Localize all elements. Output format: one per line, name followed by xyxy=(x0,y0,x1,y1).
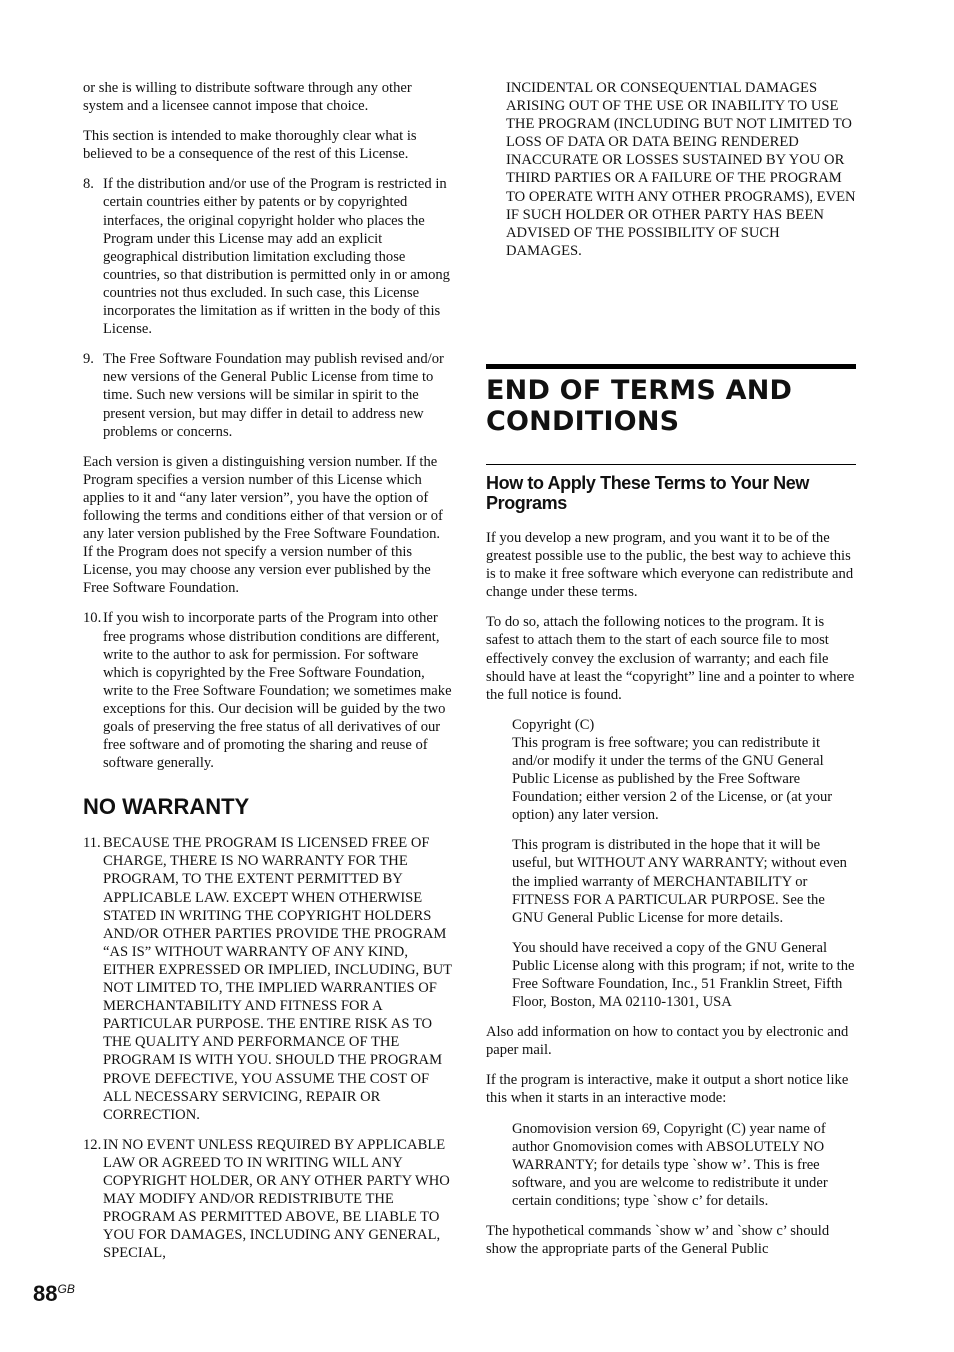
paragraph: If the program is interactive, make it output a short notice like this when it starts in an interactive mode: xyxy=(486,1072,849,1107)
notice-block xyxy=(512,716,856,1011)
list-item-11 xyxy=(83,834,453,1124)
list-text: If the distribution and/or use of the Program is restricted in certain countries either by patents or by copyrighted interfaces, the original copyright holder who places the Program under this License may add an explicit geographical distribution limitation excluding those countries, so that distribution is permitted only in or among countries not thus excluded. In such case, this License incorporates the limitation as if written in the body of this License. xyxy=(103,176,450,338)
page-number-value: 88 xyxy=(33,1281,58,1306)
heading-how-to-apply: How to Apply These Terms to Your New Programs xyxy=(486,472,809,513)
notice-copyright-line: Copyright (C) xyxy=(512,716,595,733)
right-column xyxy=(486,79,856,1270)
notice-paragraph: You should have received a copy of the GNU General Public License along with this program; if not, write to the Free Software Foundation, Inc., 51 Franklin Street, Fifth Floor, Boston, MA 02110-1301, USA xyxy=(512,939,855,1011)
heading-rule-thick xyxy=(486,364,856,369)
page-number xyxy=(33,1281,75,1307)
paragraph: Also add information on how to contact you by electronic and paper mail. xyxy=(486,1024,849,1059)
list-number: 9. xyxy=(83,351,94,368)
list-item-12 xyxy=(83,1136,453,1263)
list-text: BECAUSE THE PROGRAM IS LICENSED FREE OF CHARGE, THERE IS NO WARRANTY FOR THE PROGRAM, TO THE EXTENT PERMITTED BY APPLICABLE LAW. EXCEPT WHEN OTHERWISE STATED IN WRITING THE COPYRIGHT HOLDERS AND/OR OTHER PARTIES PROVIDE THE PROGRAM “AS IS” WITHOUT WARRANTY OF ANY KIND, EITHER EXPRESSED OR IMPLIED, INCLUDING, BUT NOT LIMITED TO, THE IMPLIED WARRANTIES OF MERCHANTABILITY AND FITNESS FOR A PARTICULAR PURPOSE. THE ENTIRE RISK AS TO THE QUALITY AND PERFORMANCE OF THE PROGRAM IS WITH YOU. SHOULD THE PROGRAM PROVE DEFECTIVE, YOU ASSUME THE COST OF ALL NECESSARY SERVICING, REPAIR OR CORRECTION. xyxy=(103,835,452,1123)
list-number: 8. xyxy=(83,176,94,193)
list-item-12-continued: INCIDENTAL OR CONSEQUENTIAL DAMAGES ARISING OUT OF THE USE OR INABILITY TO USE THE PROGRAM (INCLUDING BUT NOT LIMITED TO LOSS OF DATA OR DATA BEING RENDERED INACCURATE OR LOSSES SUSTAINED BY YOU OR THIRD PARTIES OR A FAILURE OF THE PROGRAM TO OPERATE WITH ANY OTHER PROGRAMS), EVEN IF SUCH HOLDER OR OTHER PARTY HAS BEEN ADVISED OF THE POSSIBILITY OF SUCH DAMAGES. xyxy=(506,80,856,259)
interactive-notice: Gnomovision version 69, Copyright (C) year name of author Gnomovision comes with ABSOLUTELY NO WARRANTY; for details type `show w’. This is free software, and you are welcome to redistribute it under certain conditions; type `show c’ for details. xyxy=(512,1120,828,1209)
heading-no-warranty: NO WARRANTY xyxy=(83,794,250,820)
list-number: 11. xyxy=(83,835,101,852)
list-text: If you wish to incorporate parts of the Program into other free programs whose distribution conditions are different, write to the author to ask for permission. For software which is copyrighted by the Free Software Foundation, write to the Free Software Foundation; we sometimes make exceptions for this. Our decision will be guided by the two goals of preserving the free status of all derivatives of our free software and of promoting the sharing and reuse of software generally. xyxy=(103,610,452,772)
notice-paragraph: This program is free software; you can redistribute it and/or modify it under the terms of the GNU General Public License as published by the Free Software Foundation; either version 2 of the License, or (at your option) any later version. xyxy=(512,734,833,824)
list-number: 12. xyxy=(83,1136,102,1153)
page-number-suffix: GB xyxy=(57,1282,75,1296)
notice-paragraph: This program is distributed in the hope that it will be useful, but WITHOUT ANY WARRANTY; without even the implied warranty of MERCHANTABILITY or FITNESS FOR A PARTICULAR PURPOSE. See the GNU General Public License for more details. xyxy=(512,837,847,926)
paragraph: or she is willing to distribute software through any other system and a licensee cannot impose that choice. xyxy=(83,80,412,115)
list-number: 10. xyxy=(83,610,102,627)
heading-end-of-terms: END OF TERMS AND CONDITIONS xyxy=(486,374,793,437)
list-text: The Free Software Foundation may publish revised and/or new versions of the General Public License from time to time. Such new versions will be similar in spirit to the present version, but may differ in detail to address new problems or concerns. xyxy=(103,351,444,440)
paragraph: The hypothetical commands `show w’ and `show c’ should show the appropriate parts of the General Public xyxy=(486,1223,830,1258)
left-column xyxy=(83,79,453,1274)
heading-rule-thin xyxy=(486,464,856,465)
paragraph: Each version is given a distinguishing version number. If the Program specifies a version number of this License which applies to it and “any later version”, you have the option of following the terms and conditions either of that version or of any later version published by the Free Software Foundation. If the Program does not specify a version number of this License, you may choose any version ever published by the Free Software Foundation. xyxy=(83,453,443,597)
list-text: IN NO EVENT UNLESS REQUIRED BY APPLICABLE LAW OR AGREED TO IN WRITING WILL ANY COPYRIGHT HOLDER, OR ANY OTHER PARTY WHO MAY MODIFY AND/OR REDISTRIBUTE THE PROGRAM AS PERMITTED ABOVE, BE LIABLE TO YOU FOR DAMAGES, INCLUDING ANY GENERAL, SPECIAL, xyxy=(103,1136,450,1262)
list-item-8 xyxy=(83,175,453,338)
list-item-10 xyxy=(83,609,453,772)
paragraph: This section is intended to make thoroughly clear what is believed to be a consequence of the rest of this License. xyxy=(83,128,417,163)
list-item-9 xyxy=(83,350,453,440)
paragraph: If you develop a new program, and you want it to be of the greatest possible use to the public, the best way to achieve this is to make it free software which everyone can redistribute and change under these terms. xyxy=(486,529,854,601)
paragraph: To do so, attach the following notices to the program. It is safest to attach them to the start of each source file to most effectively convey the exclusion of warranty; and each file should have at least the “copyright” line and a pointer to where the full notice is found. xyxy=(486,614,855,703)
